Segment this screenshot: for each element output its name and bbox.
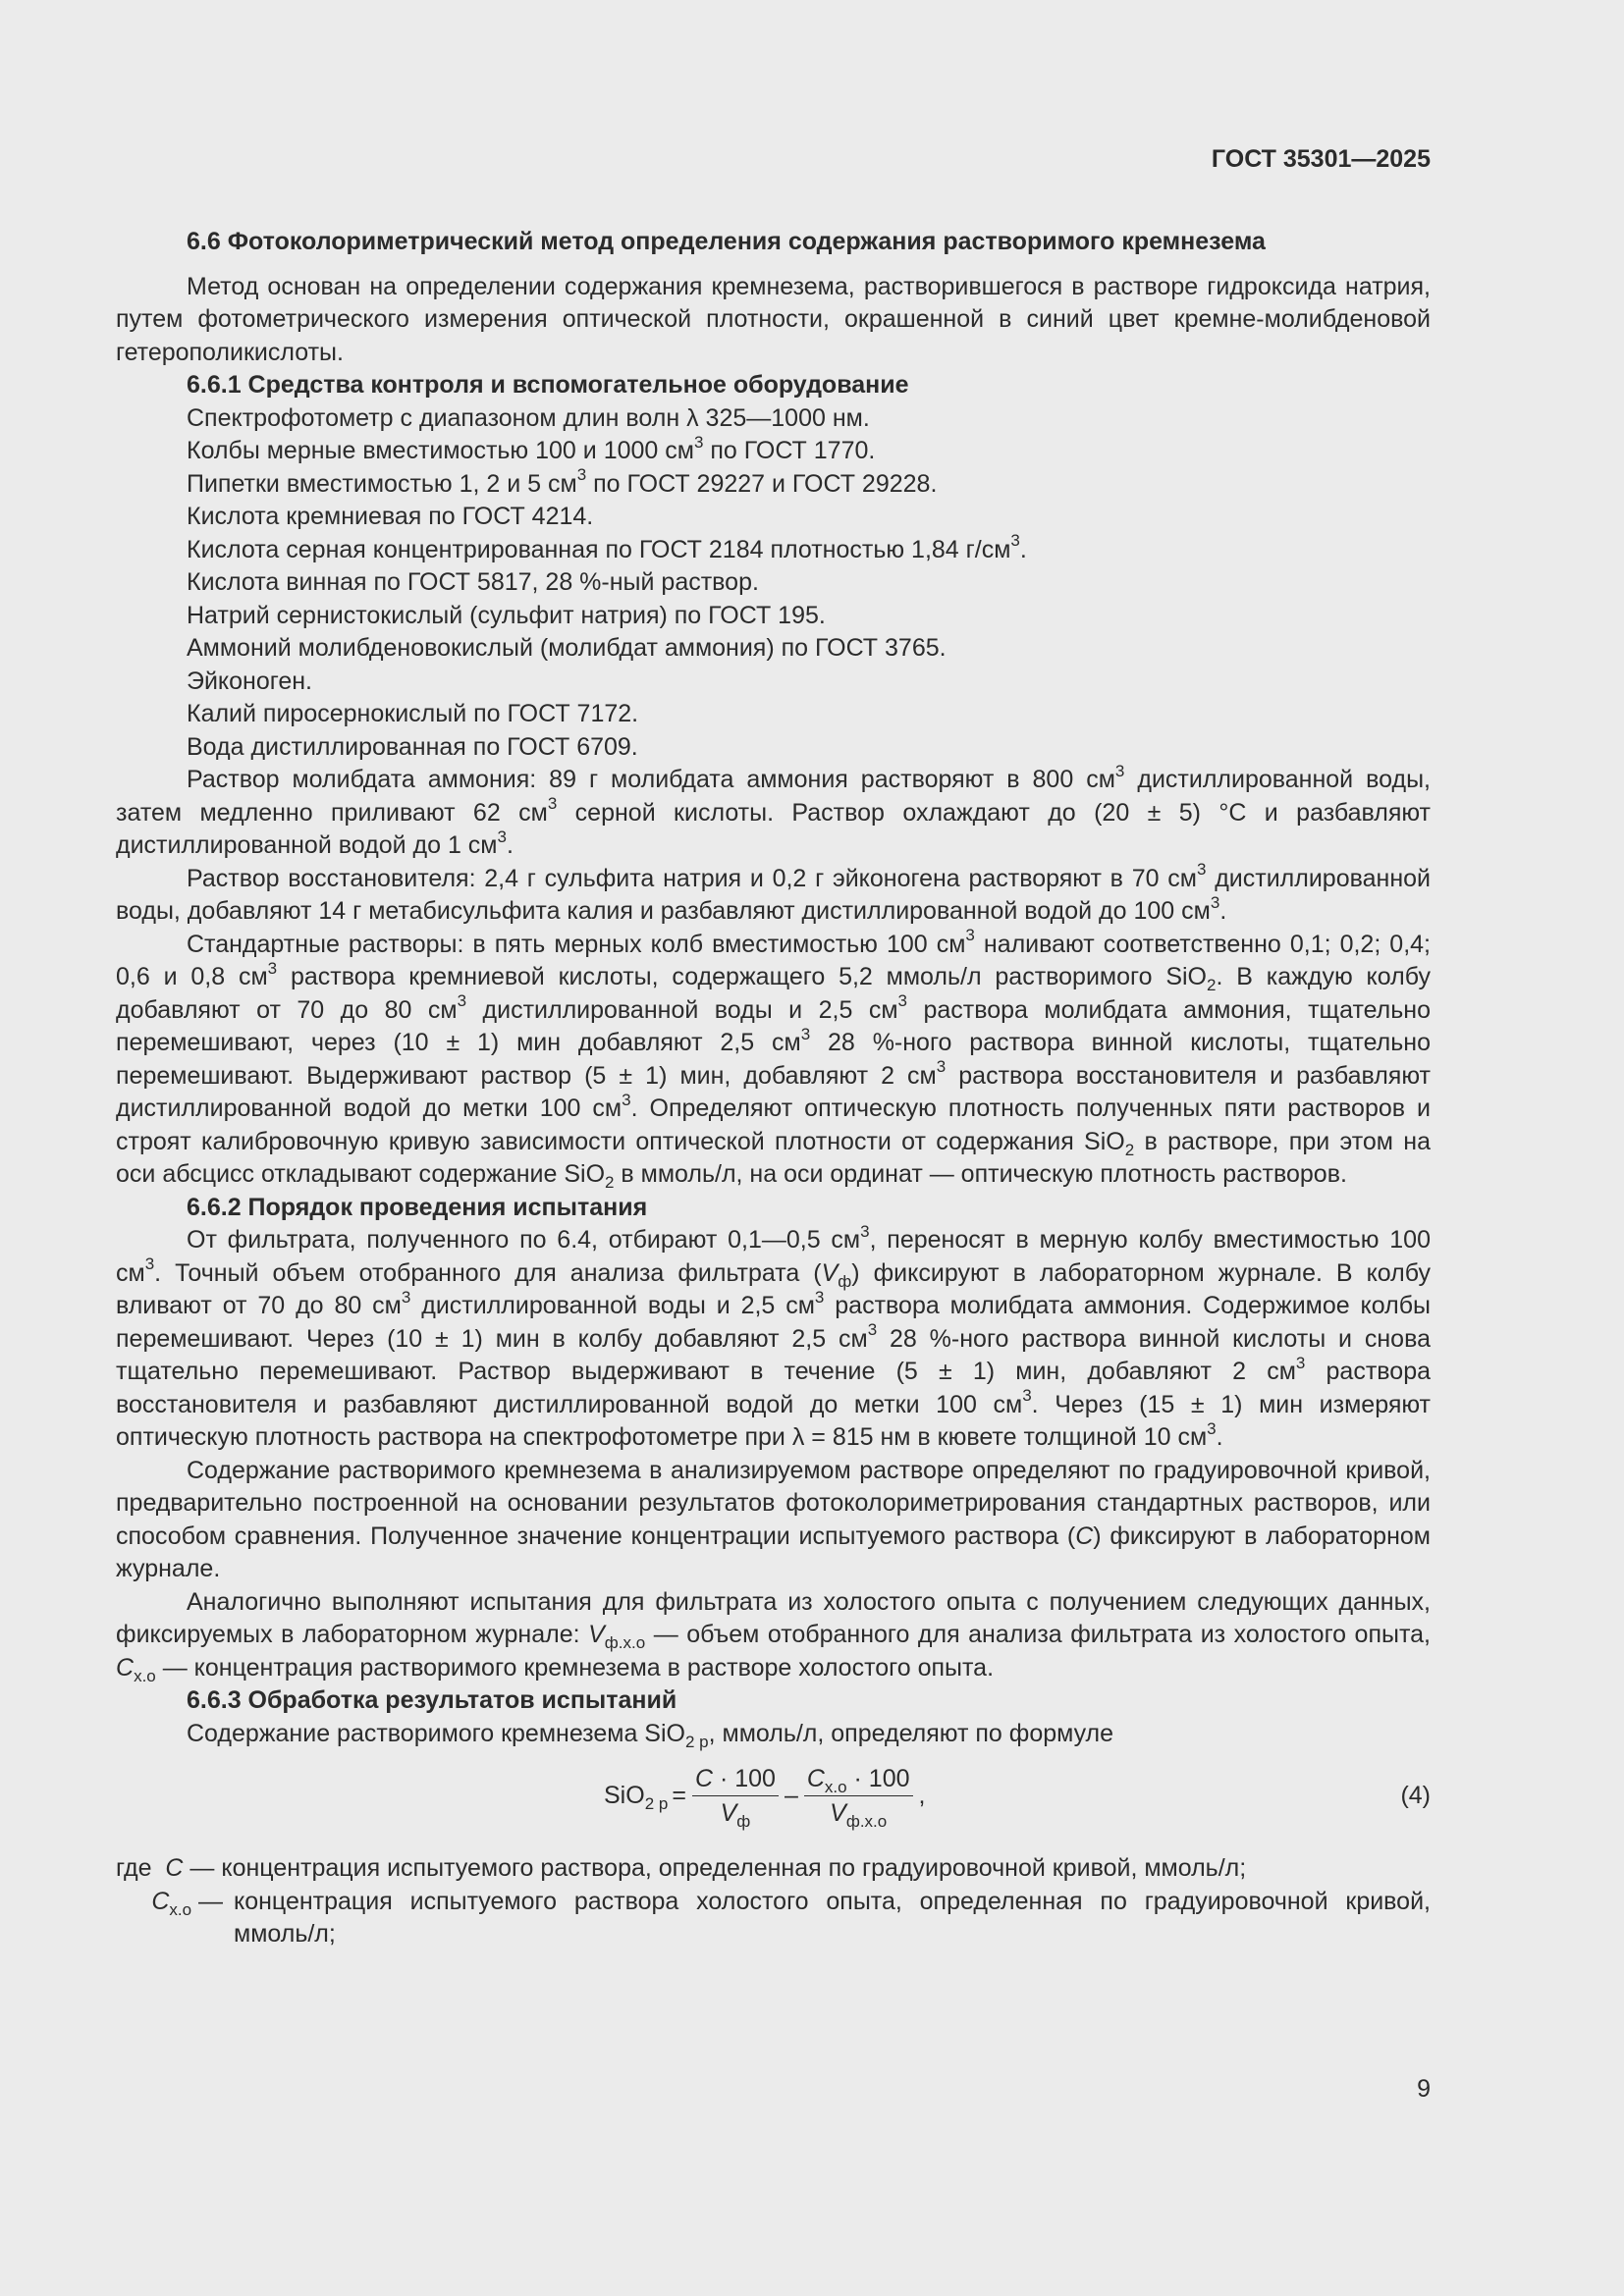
formula-minus: – [784,1781,798,1809]
paragraph-molybdate-solution: Раствор молибдата аммония: 89 г молибдата аммония растворяют в 800 $см^3$ дистиллированной воды, затем медленно приливают 62 $см^3$ серной кислоты. Раствор охлаждают до (20 ± 5) °С и разбавляют дистиллированной водой до 1 $см^3$. [116,761,1432,859]
document-body [116,226,1431,1951]
equipment-item: Кислота серная концентрированная по ГОСТ 2184 плотностью 1,84 $г/см^3$. [187,531,1027,563]
equipment-item: Калий пиросернокислый по ГОСТ 7172. [187,700,639,727]
subsection-6-6-1-heading: 6.6.1 Средства контроля и вспомогательное оборудование [187,371,909,399]
subsection-6-6-2-heading: 6.6.2 Порядок проведения испытания [187,1193,648,1221]
paragraph-formula-intro: Содержание растворимого кремнезема SiO$_{2 р}$, ммоль/л, определяют по формуле [187,1719,1114,1751]
legend-row: $C_{х.о}$ — концентрация испытуемого раствора холостого опыта, определенная по градуировочной кривой, ммоль/л; [151,1887,1431,1948]
page-number: 9 [1417,2075,1431,2103]
equipment-item: Спектрофотометр с диапазоном длин волн λ 325—1000 нм. [187,403,870,432]
formula-equals: = [672,1781,686,1809]
paragraph-concentration: Содержание растворимого кремнезема в анализируемом растворе определяют по градуировочной кривой, предварительно построенной на основании результатов фотоколориметрирования стандартных растворов, или способом сравнения. Полученное значение концентрации испытуемого раствора (C) фиксируют в лабораторном журнале. [116,1456,1431,1582]
equipment-item: Кислота кремниевая по ГОСТ 4214. [187,503,594,530]
equipment-item: Вода дистиллированная по ГОСТ 6709. [187,732,638,761]
paragraph-blank-test: Аналогично выполняют испытания для фильтрата из холостого опыта с получением следующих данных, фиксируемых в лабораторном журнале: $V_{ф.х.о}$ — объем отобранного для анализа фильтрата из холостого опыта, $C_{х.о}$ — концентрация растворимого кремнезема в растворе холостого опыта. [116,1587,1431,1685]
equipment-item: Кислота винная по ГОСТ 5817, 28 %-ный раствор. [187,568,759,596]
formula-fraction-blank: $\frac{C_{х.о} \cdot 100}{V_{ф.х.о}}$ [804,1764,913,1828]
equipment-item: Аммоний молибденовокислый (молибдат аммония) по ГОСТ 3765. [187,634,947,662]
equipment-item: Пипетки вместимостью 1, 2 и 5 $см^3$ по ГОСТ 29227 и ГОСТ 29228. [187,465,938,498]
formula-4 [116,1758,1431,1839]
formula-expression: SiO$_{2 р}$ = $\frac{C \cdot 100}{V_ф}$ – $\frac{C_{х.о} \cdot 100}{V_{ф.х.о}}$ , [604,1765,926,1831]
paragraph-standard-solutions: Стандартные растворы: в пять мерных колб вместимостью 100 $см^3$ наливают соответственно 0,1; 0,2; 0,4; 0,6 и 0,8 $см^3$ раствора кремниевой кислоты, содержащего 5,2 ммоль/л растворимого SiO$_2$. В каждую колбу добавляют от 70 до 80 $см^3$ дистиллированной воды и 2,5 $см^3$ раствора молибдата аммония, тщательно перемешивают, через (10 ± 1) мин добавляют 2,5 $см^3$ 28 %-ного раствора винной кислоты, тщательно перемешивают. Выдерживают раствор (5 ± 1) мин, добавляют 2 $см^3$ раствора восстановителя и разбавляют дистиллированной водой до метки 100 $см^3$. Определяют оптическую плотность полученных пяти растворов и строят калибровочную кривую зависимости оптической плотности от содержания SiO$_2$ в растворе, при этом на оси абсцисс откладывают содержание SiO$_2$ в ммоль/л, на оси ординат — оптическую плотность растворов. [116,926,1432,1192]
document-code-header: ГОСТ 35301—2025 [1211,145,1431,173]
paragraph-reducer-solution: Раствор восстановителя: 2,4 г сульфита натрия и 0,2 г эйконогена растворяют в 70 $см^3$ дистиллированной воды, добавляют 14 г метабисульфита калия и разбавляют дистиллированной водой до 100 $см^3$. [116,860,1431,925]
formula-fraction-sample: $\frac{C \cdot 100}{V_ф}$ [692,1764,779,1828]
equipment-item: Эйконоген. [187,667,312,695]
formula-legend [116,1852,1431,1951]
equipment-item: Колбы мерные вместимостью 100 и 1000 $см^3$ по ГОСТ 1770. [187,432,876,464]
section-heading: 6.6 Фотоколориметрический метод определения содержания растворимого кремнезема [187,228,1266,255]
section-intro: Метод основан на определении содержания кремнезема, растворившегося в растворе гидроксида натрия, путем фотометрического измерения оптической плотности, окрашенной в синий цвет кремне-молибденовой гетерополикислоты. [116,272,1431,366]
formula-lhs: SiO$_{2 р}$ [604,1781,669,1813]
formula-number: (4) [1400,1782,1431,1809]
legend-row: где C — концентрация испытуемого раствора, определенная по градуировочной кривой, ммоль/л; [116,1854,1247,1882]
paragraph-test-procedure: От фильтрата, полученного по 6.4, отбирают 0,1—0,5 $см^3$, переносят в мерную колбу вместимостью 100 $см^3$. Точный объем отобранного для анализа фильтрата $(V_ф)$ фиксируют в лабораторном журнале. В колбу вливают от 70 до 80 $см^3$ дистиллированной воды и 2,5 $см^3$ раствора молибдата аммония. Содержимое колбы перемешивают. Через (10 ± 1) мин в колбу добавляют 2,5 $см^3$ 28 %-ного раствора винной кислоты и снова тщательно перемешивают. Раствор выдерживают в течение (5 ± 1) мин, добавляют 2 $см^3$ раствора восстановителя и разбавляют дистиллированной водой до метки 100 $см^3$. Через (15 ± 1) мин измеряют оптическую плотность раствора на спектрофотометре при λ = 815 нм в кювете толщиной 10 $см^3$. [116,1221,1432,1451]
equipment-item: Натрий сернистокислый (сульфит натрия) по ГОСТ 195. [187,601,826,629]
subsection-6-6-3-heading: 6.6.3 Обработка результатов испытаний [187,1686,677,1714]
